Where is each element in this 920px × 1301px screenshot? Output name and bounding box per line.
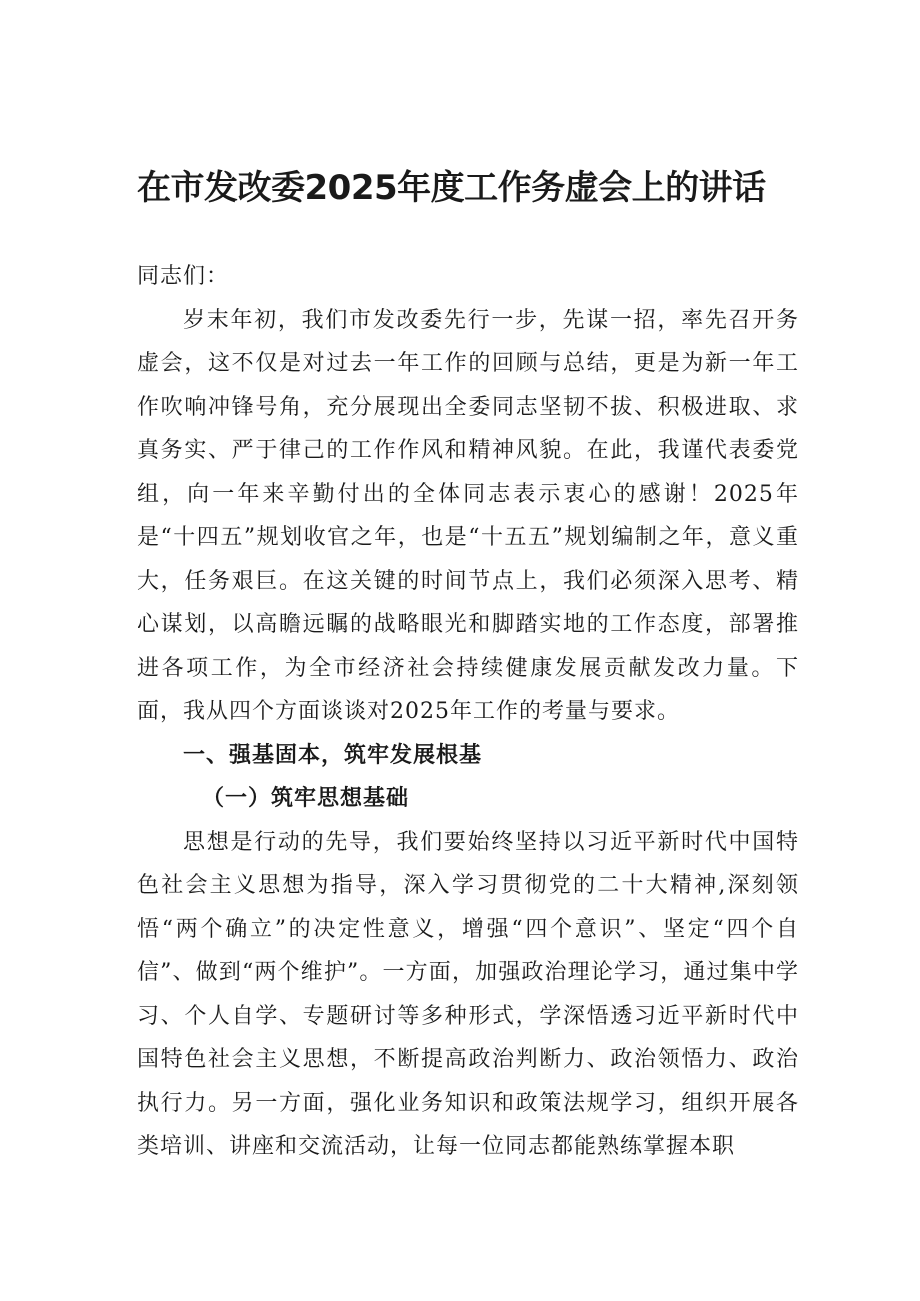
subsection-1-paragraph: 思想是行动的先导，我们要始终坚持以习近平新时代中国特色社会主义思想为指导，深入学习贯彻党的二十大精神,深刻领悟“两个确立”的决定性意义，增强“四个意识”、坚定“四个自信”、做到“两个维护”。一方面，加强政治理论学习，通过集中学习、个人自学、专题研讨等多种形式，学深悟透习近平新时代中国特色社会主义思想，不断提高政治判断力、政治领悟力、政治执行力。另一方面，强化业务知识和政策法规学习，组织开展各类培训、讲座和交流活动，让每一位同志都能熟练掌握本职: [137, 829, 799, 1159]
document-title: 在市发改委2025年度工作务虚会上的讲话: [137, 168, 766, 208]
document-body: [137, 255, 799, 1169]
salutation: 同志们：: [137, 264, 230, 289]
section-heading-1: 一、强基固本，筑牢发展根基: [183, 741, 483, 768]
intro-paragraph: 岁末年初，我们市发改委先行一步，先谋一招，率先召开务虚会，这不仅是对过去一年工作的回顾与总结，更是为新一年工作吹响冲锋号角，充分展现出全委同志坚韧不拔、积极进取、求真务实、严于律己的工作作风和精神风貌。在此，我谨代表委党组，向一年来辛勤付出的全体同志表示衷心的感谢！2025年是“十四五”规划收官之年，也是“十五五”规划编制之年，意义重大，任务艰巨。在这关键的时间节点上，我们必须深入思考、精心谋划，以高瞻远瞩的战略眼光和脚踏实地的工作态度，部署推进各项工作，为全市经济社会持续健康发展贡献发改力量。下面，我从四个方面谈谈对2025年工作的考量与要求。: [137, 307, 799, 724]
subsection-heading-1: （一）筑牢思想基础: [202, 785, 410, 811]
